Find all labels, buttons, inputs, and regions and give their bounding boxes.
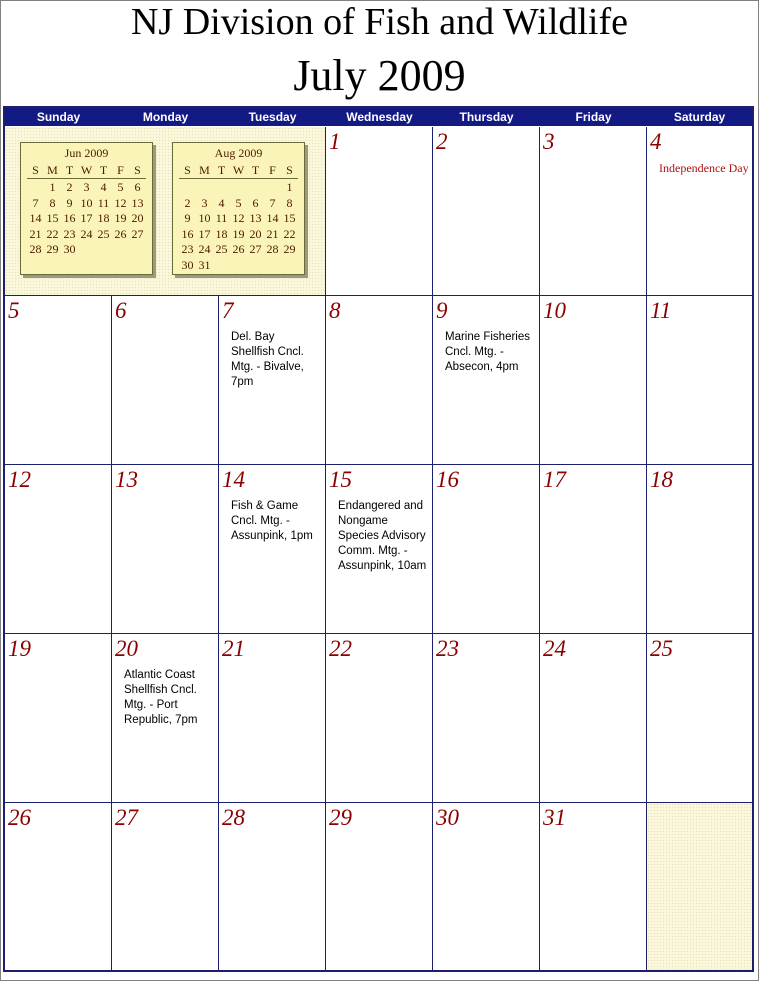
mini-day[interactable]: 4	[218, 195, 225, 210]
mini-day	[247, 258, 264, 274]
day-cell-29[interactable]	[326, 803, 433, 970]
mini-calendar-aug-2009[interactable]	[172, 142, 305, 275]
mini-weekday: S	[134, 163, 141, 177]
mini-weekday: F	[117, 163, 124, 177]
mini-day[interactable]: 13	[249, 211, 262, 225]
mini-day[interactable]: 31	[198, 257, 211, 272]
mini-day[interactable]: 18	[215, 226, 228, 241]
mini-day[interactable]: 9	[184, 211, 191, 225]
mini-weekday: S	[286, 163, 293, 177]
mini-day[interactable]: 2	[184, 195, 191, 210]
mini-day[interactable]: 25	[97, 226, 110, 241]
day-cell-16[interactable]	[433, 465, 540, 634]
mini-day[interactable]: 19	[114, 211, 127, 225]
mini-day	[95, 242, 112, 258]
day-number: 4	[650, 129, 662, 154]
mini-day[interactable]: 23	[63, 226, 76, 241]
mini-day[interactable]: 21	[266, 226, 279, 241]
mini-day[interactable]: 17	[80, 211, 93, 225]
day-cell-25[interactable]	[647, 634, 752, 803]
mini-weekday: T	[217, 163, 226, 177]
mini-day	[196, 180, 213, 196]
mini-day[interactable]: 4	[100, 180, 107, 194]
weekday-saturday: Saturday	[673, 110, 726, 124]
day-cell-20[interactable]	[112, 634, 219, 803]
mini-day[interactable]: 5	[117, 180, 124, 194]
day-number: 23	[436, 636, 459, 661]
calendar-event[interactable]: Atlantic Coast Shellfish Cncl. Mtg. - Port Republic, 7pm	[124, 669, 198, 726]
calendar-event[interactable]: Fish & Game Cncl. Mtg. - Assunpink, 1pm	[231, 500, 313, 542]
day-number: 7	[222, 298, 234, 323]
day-number: 2	[436, 129, 448, 154]
day-cell-21[interactable]	[219, 634, 326, 803]
mini-day[interactable]: 11	[97, 195, 110, 210]
mini-day[interactable]: 6	[252, 195, 259, 210]
calendar-event[interactable]: Endangered and Nongame Species Advisory Comm. Mtg. - Assunpink, 10am	[338, 500, 427, 572]
mini-day[interactable]: 14	[266, 211, 279, 225]
day-cell-8[interactable]	[326, 296, 433, 465]
day-number: 14	[222, 467, 245, 492]
mini-day[interactable]: 8	[286, 195, 293, 210]
mini-weekday: S	[184, 163, 191, 177]
weekday-sunday: Sunday	[36, 110, 81, 124]
day-cell-19[interactable]	[5, 634, 112, 803]
day-cell-10[interactable]	[540, 296, 647, 465]
mini-day	[112, 242, 129, 258]
mini-day[interactable]: 15	[46, 211, 59, 225]
weekday-wednesday: Wednesday	[346, 110, 413, 124]
mini-day[interactable]: 24	[198, 242, 211, 256]
weekday-thursday: Thursday	[459, 110, 514, 124]
day-cell-13[interactable]	[112, 465, 219, 634]
mini-day[interactable]: 30	[181, 257, 194, 272]
mini-day[interactable]: 6	[134, 180, 141, 194]
mini-day	[129, 242, 146, 258]
mini-weekday: S	[32, 163, 39, 177]
mini-day[interactable]: 23	[181, 242, 194, 256]
day-cell-1[interactable]	[326, 127, 433, 296]
mini-day[interactable]: 26	[232, 242, 245, 256]
mini-day[interactable]: 26	[114, 226, 127, 241]
day-cell-12[interactable]	[5, 465, 112, 634]
mini-day	[213, 258, 230, 274]
mini-weekday: W	[80, 163, 93, 177]
mini-day[interactable]: 3	[83, 180, 90, 194]
day-number: 30	[436, 805, 459, 830]
day-cell-11[interactable]	[647, 296, 752, 465]
mini-day[interactable]: 11	[215, 211, 228, 225]
day-number: 16	[436, 467, 459, 492]
day-number: 22	[329, 636, 352, 661]
mini-day[interactable]: 29	[46, 242, 59, 256]
mini-day[interactable]: 22	[283, 226, 296, 241]
mini-day[interactable]: 7	[32, 195, 39, 210]
mini-day[interactable]: 30	[63, 242, 76, 256]
day-number: 1	[329, 129, 341, 154]
mini-day[interactable]: 1	[49, 180, 56, 194]
mini-weekday: T	[99, 163, 108, 177]
day-number: 28	[222, 805, 245, 830]
day-number: 12	[8, 467, 31, 492]
mini-day	[264, 180, 281, 196]
day-number: 17	[543, 467, 566, 492]
day-cell-30[interactable]	[433, 803, 540, 970]
day-number: 10	[543, 298, 566, 323]
calendar-grid	[3, 106, 754, 972]
mini-day	[230, 180, 247, 196]
day-number: 3	[543, 129, 555, 154]
day-cell-17[interactable]	[540, 465, 647, 634]
day-cell-24[interactable]	[540, 634, 647, 803]
day-cell-15[interactable]	[326, 465, 433, 634]
day-cell-28[interactable]	[219, 803, 326, 970]
day-cell-22[interactable]	[326, 634, 433, 803]
day-number: 15	[329, 467, 352, 492]
day-number: 6	[115, 298, 127, 323]
mini-day[interactable]: 7	[269, 195, 276, 210]
mini-day	[281, 258, 298, 274]
day-number: 11	[650, 298, 672, 323]
day-number: 5	[8, 298, 20, 323]
day-cell-5[interactable]	[5, 296, 112, 465]
mini-day[interactable]: 16	[63, 211, 76, 225]
day-number: 19	[8, 636, 31, 661]
mini-day[interactable]: 13	[131, 195, 144, 210]
mini-day[interactable]: 5	[235, 195, 242, 210]
mini-day[interactable]: 28	[29, 242, 42, 256]
day-cell-6[interactable]	[112, 296, 219, 465]
month-title: July 2009	[293, 51, 466, 100]
mini-weekday: T	[251, 163, 260, 177]
mini-calendar-area	[5, 127, 326, 296]
day-number: 27	[115, 805, 138, 830]
day-number: 13	[115, 467, 138, 492]
weekday-tuesday: Tuesday	[248, 110, 297, 124]
mini-day	[264, 258, 281, 274]
mini-day[interactable]: 12	[232, 211, 245, 225]
mini-day[interactable]: 15	[283, 211, 296, 225]
day-cell-18[interactable]	[647, 465, 752, 634]
organization-title: NJ Division of Fish and Wildlife	[130, 1, 629, 43]
day-number: 31	[543, 805, 566, 830]
mini-day[interactable]: 20	[131, 211, 144, 225]
mini-day[interactable]: 21	[29, 226, 42, 241]
mini-day[interactable]: 17	[198, 226, 211, 241]
mini-day[interactable]: 9	[66, 195, 73, 210]
mini-weekday: W	[232, 163, 245, 177]
mini-calendar-title: Jun 2009	[64, 146, 109, 160]
day-cell-3[interactable]	[540, 127, 647, 296]
day-number: 18	[650, 467, 673, 492]
calendar-event[interactable]: Marine Fisheries Cncl. Mtg. - Absecon, 4pm	[445, 331, 530, 373]
mini-day	[230, 258, 247, 274]
mini-day	[27, 180, 44, 196]
mini-day	[213, 180, 230, 196]
mini-day[interactable]: 2	[66, 180, 73, 194]
day-cell-9[interactable]	[433, 296, 540, 465]
mini-day	[179, 180, 196, 196]
day-number: 20	[115, 636, 138, 661]
weekday-header	[5, 108, 752, 126]
calendar-event[interactable]: Del. Bay Shellfish Cncl. Mtg. - Bivalve, 7pm	[231, 331, 304, 388]
mini-calendar-title: Aug 2009	[214, 146, 263, 160]
day-number: 9	[436, 298, 448, 323]
mini-day[interactable]: 12	[114, 195, 127, 210]
day-cell-7[interactable]	[219, 296, 326, 465]
mini-weekday: F	[269, 163, 276, 177]
mini-day[interactable]: 14	[29, 211, 42, 225]
mini-weekday: M	[199, 163, 210, 177]
day-cell-4[interactable]	[647, 127, 752, 296]
mini-weekday: T	[65, 163, 74, 177]
day-cell-27[interactable]	[112, 803, 219, 970]
day-number: 29	[329, 805, 352, 830]
mini-day[interactable]: 29	[283, 242, 296, 256]
day-cell-26[interactable]	[5, 803, 112, 970]
weekday-monday: Monday	[142, 110, 189, 124]
mini-day[interactable]: 28	[266, 242, 279, 256]
day-cell-31[interactable]	[540, 803, 647, 970]
mini-day[interactable]: 27	[131, 226, 144, 241]
mini-day[interactable]: 1	[286, 180, 293, 194]
day-cell-2[interactable]	[433, 127, 540, 296]
mini-calendar-jun-2009[interactable]	[20, 142, 153, 275]
day-number: 25	[650, 636, 673, 661]
mini-day[interactable]: 8	[49, 195, 56, 210]
weekday-friday: Friday	[575, 110, 612, 124]
mini-day[interactable]: 10	[80, 195, 93, 210]
day-cell-23[interactable]	[433, 634, 540, 803]
day-number: 26	[8, 805, 31, 830]
mini-day[interactable]: 20	[249, 226, 262, 241]
mini-weekday: M	[47, 163, 58, 177]
mini-day[interactable]: 10	[198, 211, 211, 225]
mini-day[interactable]: 3	[201, 195, 208, 210]
empty-day-cell[interactable]	[647, 803, 752, 970]
day-number: 8	[329, 298, 341, 323]
mini-day[interactable]: 25	[215, 242, 228, 256]
day-number: 24	[543, 636, 566, 661]
mini-day[interactable]: 22	[46, 226, 59, 241]
mini-day[interactable]: 24	[80, 226, 93, 241]
mini-day[interactable]: 19	[232, 226, 245, 241]
mini-day	[78, 242, 95, 258]
mini-day[interactable]: 16	[181, 226, 194, 241]
mini-day[interactable]: 18	[97, 211, 110, 225]
day-cell-14[interactable]	[219, 465, 326, 634]
mini-day	[247, 180, 264, 196]
holiday-label: Independence Day	[659, 161, 749, 175]
mini-day[interactable]: 27	[249, 242, 262, 256]
day-number: 21	[222, 636, 245, 661]
